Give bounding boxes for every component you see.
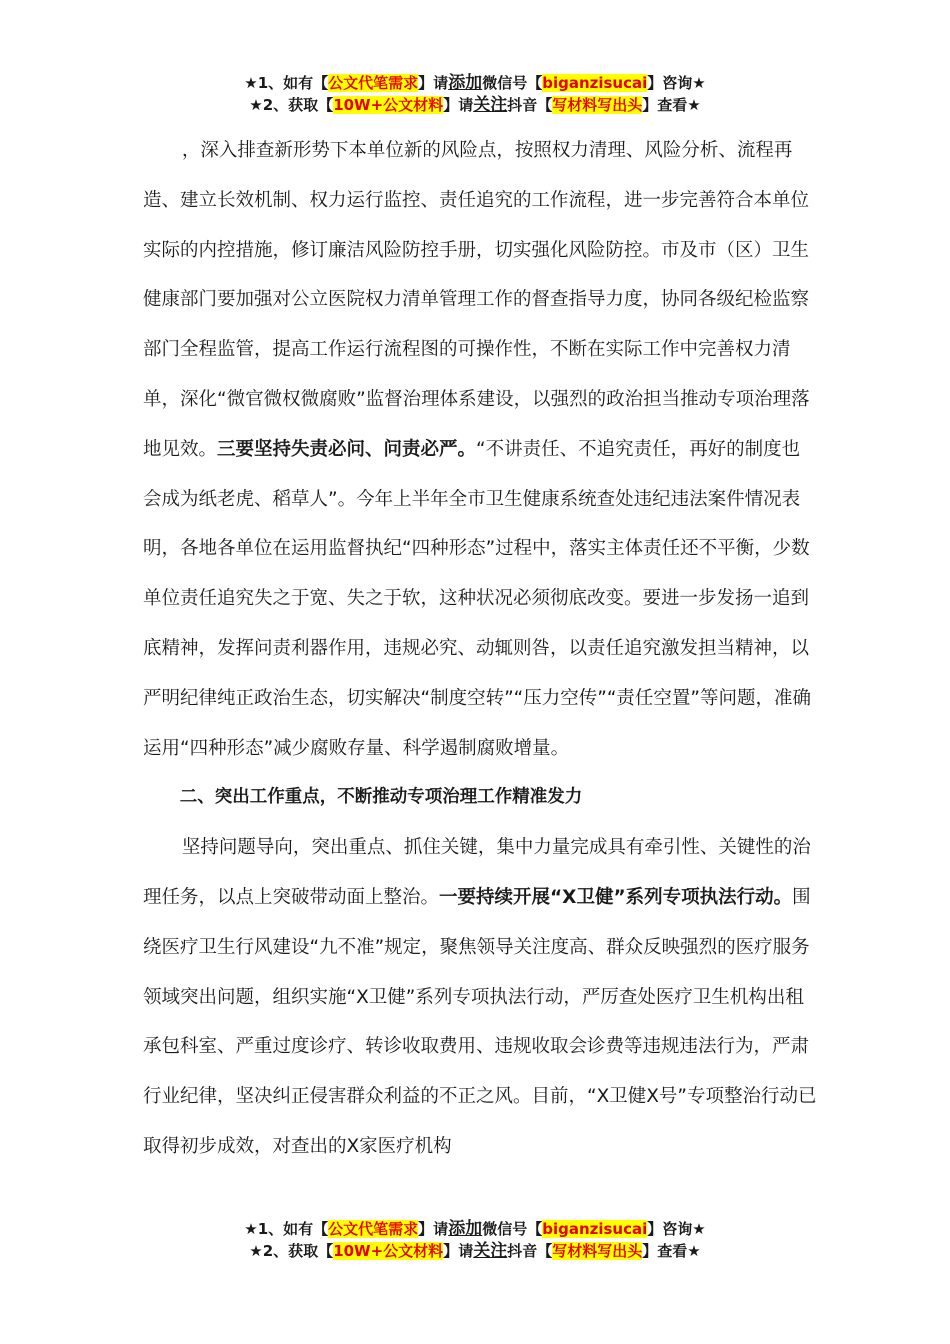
banner-line-2: ★2、获取【10W+公文材料】请关注抖音【写材料写出头】查看★ [249,95,701,115]
highlight-service: 公文代笔需求 [328,1220,419,1238]
highlight-wechat-id: biganzisucai [542,1220,648,1238]
highlight-douyin: 写材料写出头 [552,96,643,114]
bold-point-enforcement: 一要持续开展“X卫健”系列专项执法行动。 [439,886,793,908]
header-banner [0,72,950,116]
footer-banner [0,1218,950,1262]
paragraph-special-governance: 坚持问题导向，突出重点、抓住关键，集中力量完成具有牵引性、关键性的治理任务，以点上突破带动面上整治。一要持续开展“X卫健”系列专项执法行动。围绕医疗卫生行风建设“九不准”规定，聚焦领导关注度高、群众反映强烈的医疗服务领域突出问题，组织实施“X卫健”系列专项执法行动，严厉查处医疗卫生机构出租承包科室、严重过度诊疗、转诊收取费用、违规收取会诊费等违规违法行为，严肃行业纪律，坚决纠正侵害群众利益的不正之风。目前，“X卫健X号”专项整治行动已取得初步成效，对查出的X家医疗机构 [143,837,817,1157]
banner-line-1: ★1、如有【公文代笔需求】请添加微信号【biganzisucai】咨询★ [244,1219,706,1239]
banner-line-2: ★2、获取【10W+公文材料】请关注抖音【写材料写出头】查看★ [249,1241,701,1261]
bold-point-accountability: 三要坚持失责必问、问责必严。 [217,438,477,460]
paragraph-risk-control: ，深入排查新形势下本单位新的风险点，按照权力清理、风险分析、流程再造、建立长效机制、权力运行监控、责任追究的工作流程，进一步完善符合本单位实际的内控措施，修订廉洁风险防控手册，切实强化风险防控。市及市（区）卫生健康部门要加强对公立医院权力清单管理工作的督查指导力度，协同各级纪检监察部门全程监管，提高工作运行流程图的可操作性，不断在实际工作中完善权力清单，深化“微官微权微腐败”监督治理体系建设，以强烈的政治担当推动专项治理落地见效。三要坚持失责必问、问责必严。“不讲责任、不追究责任，再好的制度也会成为纸老虎、稻草人”。今年上半年全市卫生健康系统查处违纪违法案件情况表明，各地各单位在运用监督执纪“四种形态”过程中，落实主体责任还不平衡，少数单位责任追究失之于宽、失之于软，这种状况必须彻底改变。要进一步发扬一追到底精神，发挥问责利器作用，违规必究、动辄则咎，以责任追究激发担当精神，以严明纪律纯正政治生态，切实解决“制度空转”“压力空传”“责任空置”等问题，准确运用“四种形态”减少腐败存量、科学遏制腐败增量。 [143,140,812,759]
highlight-wechat-id: biganzisucai [542,74,648,92]
section-heading-2: 二、突出工作重点，不断推动专项治理工作精准发力 [179,787,583,808]
highlight-douyin: 写材料写出头 [552,1242,643,1260]
highlight-materials: 10W+公文材料 [333,1242,444,1260]
highlight-service: 公文代笔需求 [328,74,419,92]
highlight-materials: 10W+公文材料 [333,96,444,114]
banner-line-1: ★1、如有【公文代笔需求】请添加微信号【biganzisucai】咨询★ [244,73,706,93]
document-body [143,126,818,1172]
